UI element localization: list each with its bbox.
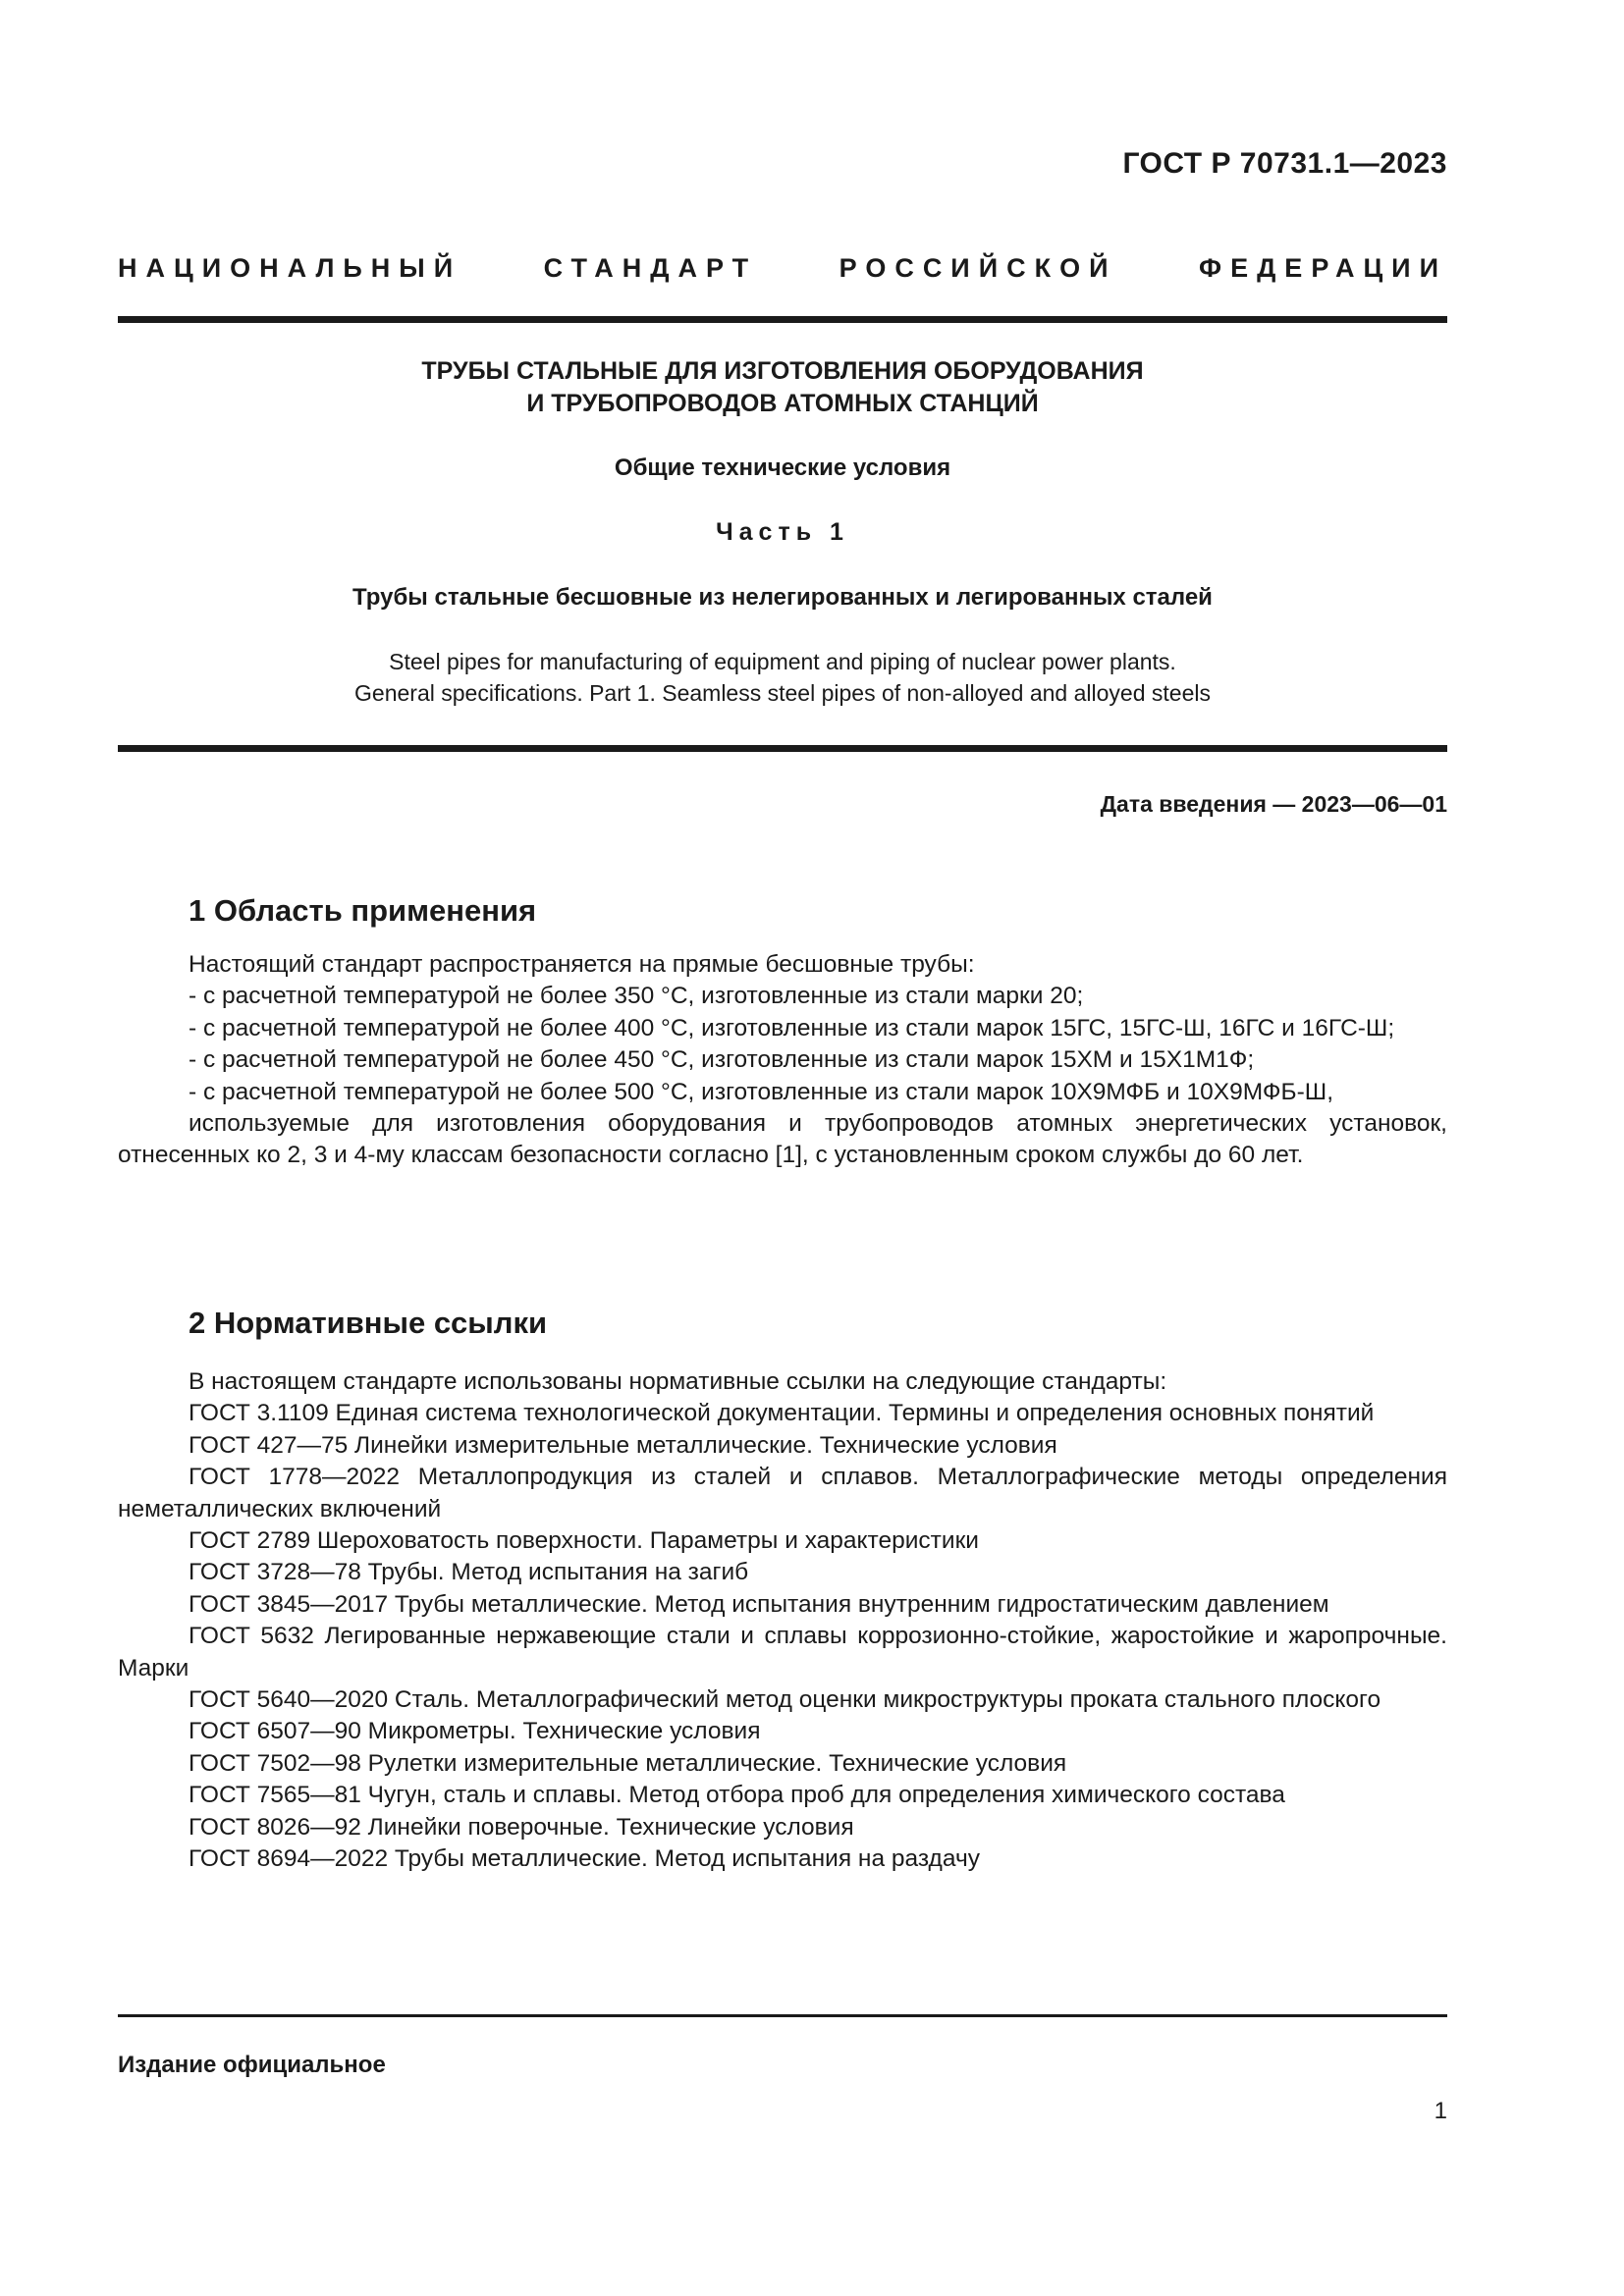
document-subtitle: Общие технические условия <box>614 454 951 481</box>
title-line-2: И ТРУБОПРОВОДОВ АТОМНЫХ СТАНЦИЙ <box>526 390 1039 417</box>
part-label: Часть 1 <box>716 518 849 546</box>
english-title-line-1: Steel pipes for manufacturing of equipment and piping of nuclear power plants. <box>389 649 1176 674</box>
section-2-body <box>118 1366 1447 1876</box>
reference-item: ГОСТ 6507—90 Микрометры. Технические условия <box>189 1718 761 1745</box>
reference-item: ГОСТ 3.1109 Единая система технологической документации. Термины и определения основных понятий <box>189 1400 1375 1427</box>
title-line-1: ТРУБЫ СТАЛЬНЫЕ ДЛЯ ИЗГОТОВЛЕНИЯ ОБОРУДОВАНИЯ <box>421 357 1144 385</box>
reference-item: ГОСТ 7565—81 Чугун, сталь и сплавы. Метод отбора проб для определения химического состава <box>189 1782 1285 1809</box>
reference-item: ГОСТ 5632 Легированные нержавеющие стали и сплавы коррозионно-стойкие, жаростойкие и жаропрочные. Марки <box>118 1623 1447 1682</box>
paragraph: Настоящий стандарт распространяется на прямые бесшовные трубы: <box>189 951 975 978</box>
english-title-line-2: General specifications. Part 1. Seamless steel pipes of non-alloyed and alloyed steels <box>354 680 1211 706</box>
section-1-body <box>118 949 1447 1172</box>
section-2-heading: 2 Нормативные ссылки <box>189 1306 548 1340</box>
page-number: 1 <box>1434 2098 1447 2124</box>
document-page <box>118 0 1447 2296</box>
english-title <box>118 646 1447 709</box>
footer-divider <box>118 2014 1447 2017</box>
list-item: - с расчетной температурой не более 500 °С, изготовленные из стали марок 10Х9МФБ и 10Х9МФБ-Ш, <box>189 1078 1334 1105</box>
reference-item: ГОСТ 3845—2017 Трубы металлические. Метод испытания внутренним гидростатическим давлением <box>189 1590 1329 1618</box>
reference-item: ГОСТ 5640—2020 Сталь. Металлографический метод оценки микроструктуры проката стального плоского <box>189 1686 1381 1714</box>
reference-item: ГОСТ 1778—2022 Металлопродукция из сталей и сплавов. Металлографические методы определения неметаллических включений <box>118 1464 1447 1522</box>
reference-item: ГОСТ 427—75 Линейки измерительные металлические. Технические условия <box>189 1431 1057 1459</box>
reference-item: ГОСТ 8694—2022 Трубы металлические. Метод испытания на раздачу <box>189 1845 980 1873</box>
part-title: Трубы стальные бесшовные из нелегированных и легированных сталей <box>352 584 1213 611</box>
official-edition-label: Издание официальное <box>118 2052 386 2078</box>
national-standard-label: НАЦИОНАЛЬНЫЙ СТАНДАРТ РОССИЙСКОЙ ФЕДЕРАЦИИ <box>118 253 1447 283</box>
title-divider <box>118 745 1447 752</box>
list-item: - с расчетной температурой не более 450 °С, изготовленные из стали марок 15ХМ и 15Х1М1Ф; <box>189 1046 1255 1074</box>
list-item: - с расчетной температурой не более 350 °С, изготовленные из стали марки 20; <box>189 983 1084 1010</box>
reference-item: ГОСТ 8026—92 Линейки поверочные. Технические условия <box>189 1813 854 1841</box>
list-item: - с расчетной температурой не более 400 °С, изготовленные из стали марок 15ГС, 15ГС-Ш, 16ГС и 16ГС-Ш; <box>189 1014 1395 1041</box>
reference-item: ГОСТ 2789 Шероховатость поверхности. Параметры и характеристики <box>189 1527 979 1555</box>
document-title <box>118 355 1447 420</box>
paragraph: используемые для изготовления оборудования и трубопроводов атомных энергетических установок, отнесенных ко 2, 3 и 4-му классам безопасности согласно [1], с установленным сроком службы до 60 лет. <box>118 1110 1447 1169</box>
top-divider <box>118 316 1447 323</box>
reference-item: ГОСТ 3728—78 Трубы. Метод испытания на загиб <box>189 1559 749 1586</box>
document-number: ГОСТ Р 70731.1—2023 <box>1122 147 1447 180</box>
section-1-heading: 1 Область применения <box>189 893 537 928</box>
paragraph: В настоящем стандарте использованы нормативные ссылки на следующие стандарты: <box>189 1368 1167 1395</box>
reference-item: ГОСТ 7502—98 Рулетки измерительные металлические. Технические условия <box>189 1749 1067 1777</box>
date-introduced: Дата введения — 2023—06—01 <box>1100 791 1447 817</box>
